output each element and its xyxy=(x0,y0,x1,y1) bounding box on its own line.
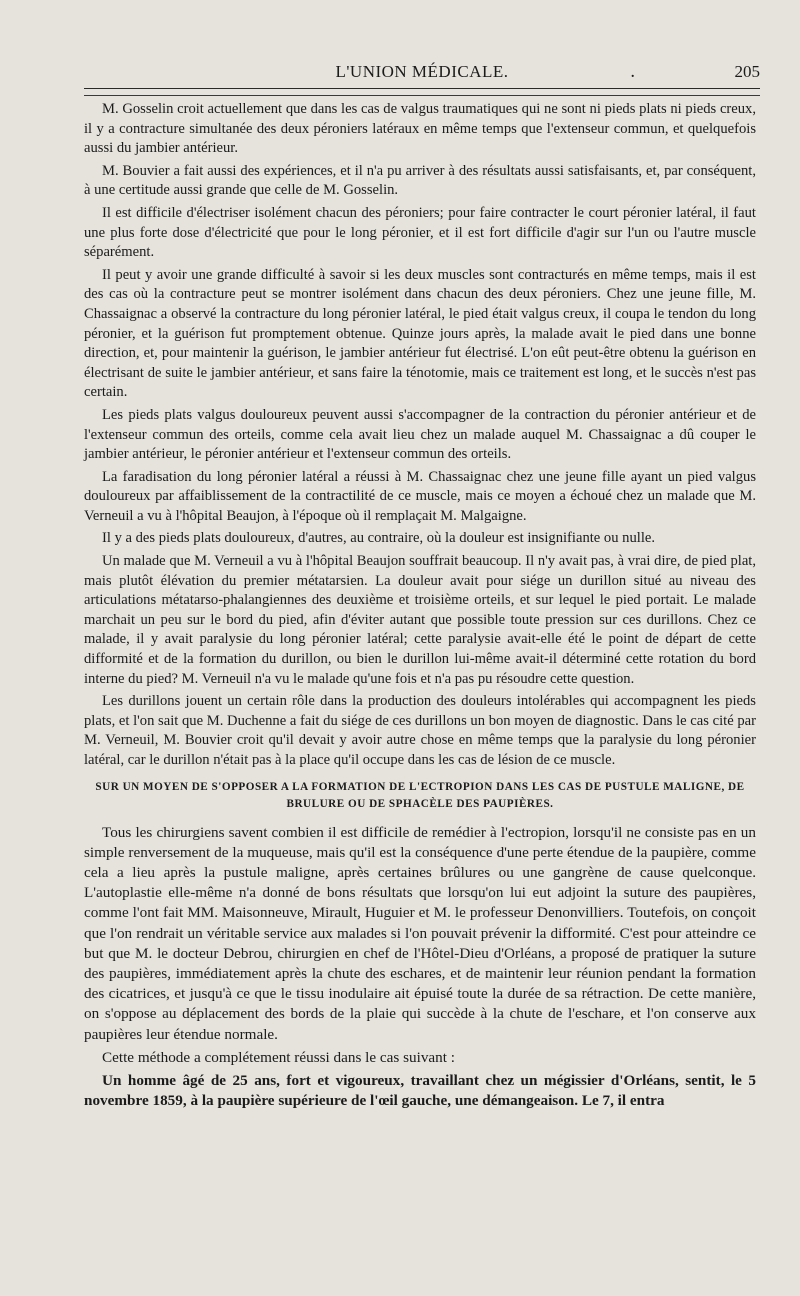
running-header xyxy=(84,56,760,89)
paragraph: Il est difficile d'électriser isolément chacun des péroniers; pour faire contracter le court péronier latéral, il faut une plus forte dose d'électricité que pour le long péronier, et il est fort difficile d'agir sur l'un ou l'autre muscle séparément. xyxy=(84,204,756,261)
paragraph: M. Bouvier a fait aussi des expériences, et il n'a pu arriver à des résultats aussi satisfaisants, et, par conséquent, à une certitude aussi grande que celle de M. Gosselin. xyxy=(84,162,756,199)
paragraph: Il peut y avoir une grande difficulté à savoir si les deux muscles sont contracturés en même temps, mais il est des cas où la contracture peut se montrer isolément dans chacun des deux péroniers. Chez une jeune fille, M. Chassaignac a observé la contracture du long péronier latéral, le pied était valgus creux, il coupa le tendon du long péronier, et la guérison fut promptement obtenue. Quinze jours après, la malade avait le pied dans une bonne direction, et, pour maintenir la guérison, le jambier antérieur fut électrisé. L'on eût peut-être obtenu la guérison en électrisant de suite le jambier antérieur, et sans faire la ténotomie, mais ce traitement est long, et le succès n'est pas certain. xyxy=(84,266,756,401)
paragraph: Un homme âgé de 25 ans, fort et vigoureux, travaillant chez un mégissier d'Orléans, sentit, le 5 novembre 1859, à la paupière supérieure de l'œil gauche, une démangeaison. Le 7, il entra xyxy=(84,1072,756,1110)
paragraph: Les pieds plats valgus douloureux peuvent aussi s'accompagner de la contraction du péronier antérieur et de l'extenseur commun des orteils, comme cela avait lieu chez un malade auquel M. Chassaignac a dû couper le jambier antérieur, le péronier antérieur et l'extenseur commun des orteils. xyxy=(84,406,756,463)
paragraph: La faradisation du long péronier latéral a réussi à M. Chassaignac chez une jeune fille ayant un pied valgus douloureux par affaiblissement de la contractilité de ce muscle, mais ce moyen a échoué chez un malade que M. Verneuil a vu à l'hôpital Beaujon, à l'époque où il remplaçait M. Malgaigne. xyxy=(84,468,756,524)
header-dot: . xyxy=(630,62,636,82)
paragraph: Tous les chirurgiens savent combien il est difficile de remédier à l'ectropion, lorsqu'il ne consiste pas en un simple renversement de la muqueuse, mais qu'il est la conséquence d'une perte étendue de la paupière, comme cela a lieu après la pustule maligne, après certaines brûlures ou une gangrène de cause quelconque. L'autoplastie elle-même n'a donné de bons résultats que lorsqu'on lui eut adjoint la suture des paupières, comme l'ont fait MM. Maisonneuve, Mirault, Huguier et M. le professeur Denonvilliers. Toutefois, on conçoit que l'on rendrait un véritable service aux malades si l'on pouvait prévenir la difformité. C'est pour atteindre ce but que M. le docteur Debrou, chirurgien en chef de l'Hôtel-Dieu d'Orléans, a proposé de pratiquer la suture des paupières, immédiatement après la chute des eschares, et de maintenir leur réunion pendant la formation des cicatrices, et jusqu'à ce que le tissu inodulaire ait épuisé toute la durée de sa rétraction. De cette manière, on s'oppose au déplacement des bords de la plaie qui succède à la chute de l'eschare, et l'on conserve aux paupières leur étendue normale. xyxy=(84,823,756,1043)
page-number: 205 xyxy=(734,62,760,81)
paragraph: Les durillons jouent un certain rôle dans la production des douleurs intolérables qui accompagnent les pieds plats, et l'on sait que M. Duchenne a fait du siége de ces durillons un bon moyen de diagnostic. Dans le cas cité par M. Verneuil, M. Bouvier croit qu'il devait y avoir autre chose en même temps que la paralysie du long péronier latéral, car le durillon n'était pas à la place qu'il occupe dans les cas de lésion de ce muscle. xyxy=(84,693,756,768)
paragraph: M. Gosselin croit actuellement que dans les cas de valgus traumatiques qui ne sont ni pieds plats ni pieds creux, il y a contracture simultanée des deux péroniers latéraux en même temps que l'extenseur commun, et quelquefois aussi du jambier antérieur. xyxy=(84,101,756,157)
running-title: L'UNION MÉDICALE. xyxy=(335,62,509,81)
section-heading: SUR UN MOYEN DE S'OPPOSER A LA FORMATION DE L'ECTROPION DANS LES CAS DE PUSTULE MALIGNE, DE BRULURE OU DE SPHACÈLE DES PAUPIÈRES. xyxy=(95,780,745,810)
article-body xyxy=(84,100,756,1114)
paragraph: Un malade que M. Verneuil a vu à l'hôpital Beaujon souffrait beaucoup. Il n'y avait pas, à vrai dire, de pied plat, mais plutôt élévation du premier métatarsien. La douleur avait pour siége un durillon situé au niveau des articulations métatarso-phalangiennes des deuxième et troisième orteils, et sur lequel le pied portait. Le malade marchait un peu sur le bord du pied, afin d'éviter autant que possible toute pression sur ces durillons. Chez ce malade, il y avait paralysie du long péronier latéral; cette paralysie avait-elle été le point de départ de cette difformité et de la formation du durillon, ou bien le durillon lui-même avait-il déterminé cette rotation du bord interne du pied? M. Verneuil n'a vu le malade qu'une fois et n'a pas pu résoudre cette question. xyxy=(84,553,756,687)
paragraph: Cette méthode a complétement réussi dans le cas suivant : xyxy=(102,1048,456,1066)
section-body xyxy=(84,823,756,1112)
paragraph: Il y a des pieds plats douloureux, d'autres, au contraire, où la douleur est insignifiante ou nulle. xyxy=(102,530,655,547)
header-rule xyxy=(84,95,760,96)
